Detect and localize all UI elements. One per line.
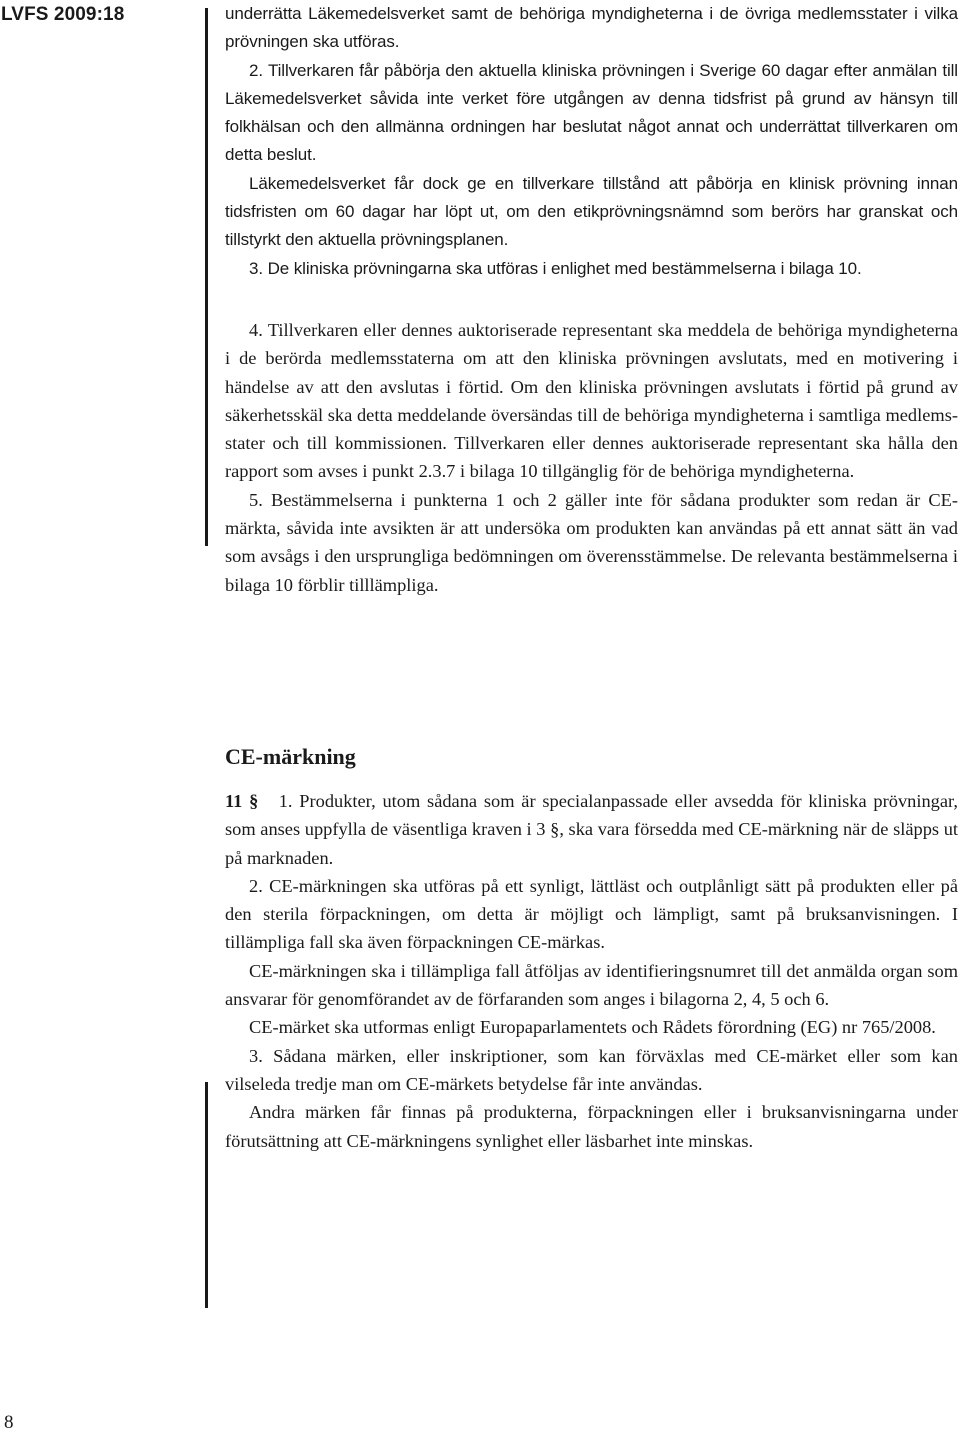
section-paragraph-3: CE-märkningen ska i tillämpliga fall åtföljas av identifieringsnumret till det anmälda organ som ansvarar för genomförandet av de förfaranden som anges i bilagorna 2, 4, 5 och 6. [225,960,958,1010]
paragraph-2: 2. Tillverkaren får påbörja den aktuella kliniska prövningen i Sverige 60 dagar efter anmälan till Läkemedelsverket såvida inte verket före utgången av denna tidsfrist på grund av hänsyn till folkhälsan och den allmänna ordningen har beslutat något annat och underrättat tillverkaren om detta beslut. [225,60,958,165]
section-number: 11 § [225,791,259,811]
paragraph-3: Läkemedelsverket får dock ge en tillverkare tillstånd att påbörja en klinisk prövning innan tidsfristen om 60 dagar har löpt ut, om den etikprövningsnämnd som berörs har granskat och tillstyrkt den aktuella prövningsplanen. [225,173,958,250]
sans-block [225,0,958,283]
page-number: 8 [4,1412,14,1433]
change-bar-top [205,8,208,546]
section-paragraph-5: 3. Sådana märken, eller inskriptioner, som kan förväxlas med CE-märket eller som kan vilseleda tredje man om CE-märkets betydelse får inte användas. [225,1045,958,1094]
section-paragraph-1-text: 1. Produkter, utom sådana som är specialanpassade eller avsedda för kliniska prövningar, som anses uppfylla de väsentliga kraven i 3 §, ska vara försedda med CE-märkning när de släpps ut på marknaden. [225,791,958,868]
section-paragraph-1 [225,787,958,872]
section-body [225,787,958,1155]
section-paragraph-2: 2. CE-märkningen ska utföras på ett synligt, lättläst och outplånligt sätt på produkten eller på den sterila förpackningen, om detta är möjligt och lämpligt, samt på bruksanvisningen. I tillämpliga fall ska även förpackningen CE-märkas. [225,875,958,953]
paragraph-1: underrätta Läkemedelsverket samt de behöriga myndigheterna i de övriga medlemsstater i vilka prövningen ska utföras. [225,4,958,52]
paragraph-4: 3. De kliniska prövningarna ska utföras i enlighet med bestämmelserna i bilaga 10. [249,258,862,278]
paragraph-6: 5. Bestämmelserna i punkterna 1 och 2 gäller inte för sådana produkter som redan är CE-märkta, såvida inte avsikten är att undersöka om produkten kan användas på ett annat sätt än vad som avsågs i den ursprungliga bedömningen om överensstämmelse. De relevanta bestämmelserna i bilaga 10 förblir tilllämpliga. [225,489,958,595]
section-paragraph-6: Andra märken får finnas på produkterna, förpackningen eller i bruksanvisningarna under förutsättning att CE-märkningens synlighet eller läsbarhet inte minskas. [225,1102,958,1151]
section-heading: CE-märkning [225,744,356,769]
paragraph-5: 4. Tillverkaren eller dennes auktoriserade representant ska meddela de behöriga myndigheterna i de berörda medlemsstaterna om att den kliniska prövningen avslutats, med en motivering i händelse av att den avslutas i förtid. Om den kliniska prövningen avslutats i förtid på grund av säkerhetsskäl ska detta meddelande översändas till de behöriga myndigheterna i samtliga medlemsstater och till kommissionen. Tillverkaren eller dennes auktoriserade representant ska hålla den rapport som avses i punkt 2.3.7 i bilaga 10 tillgänglig för de behöriga myndigheterna. [225,320,958,482]
section-paragraph-4: CE-märket ska utformas enligt Europaparlamentets och Rådets förordning (EG) nr 765/2008. [249,1017,936,1038]
serif-block [225,316,958,599]
change-bar-bottom [205,1082,208,1308]
document-reference: LVFS 2009:18 [1,4,125,25]
